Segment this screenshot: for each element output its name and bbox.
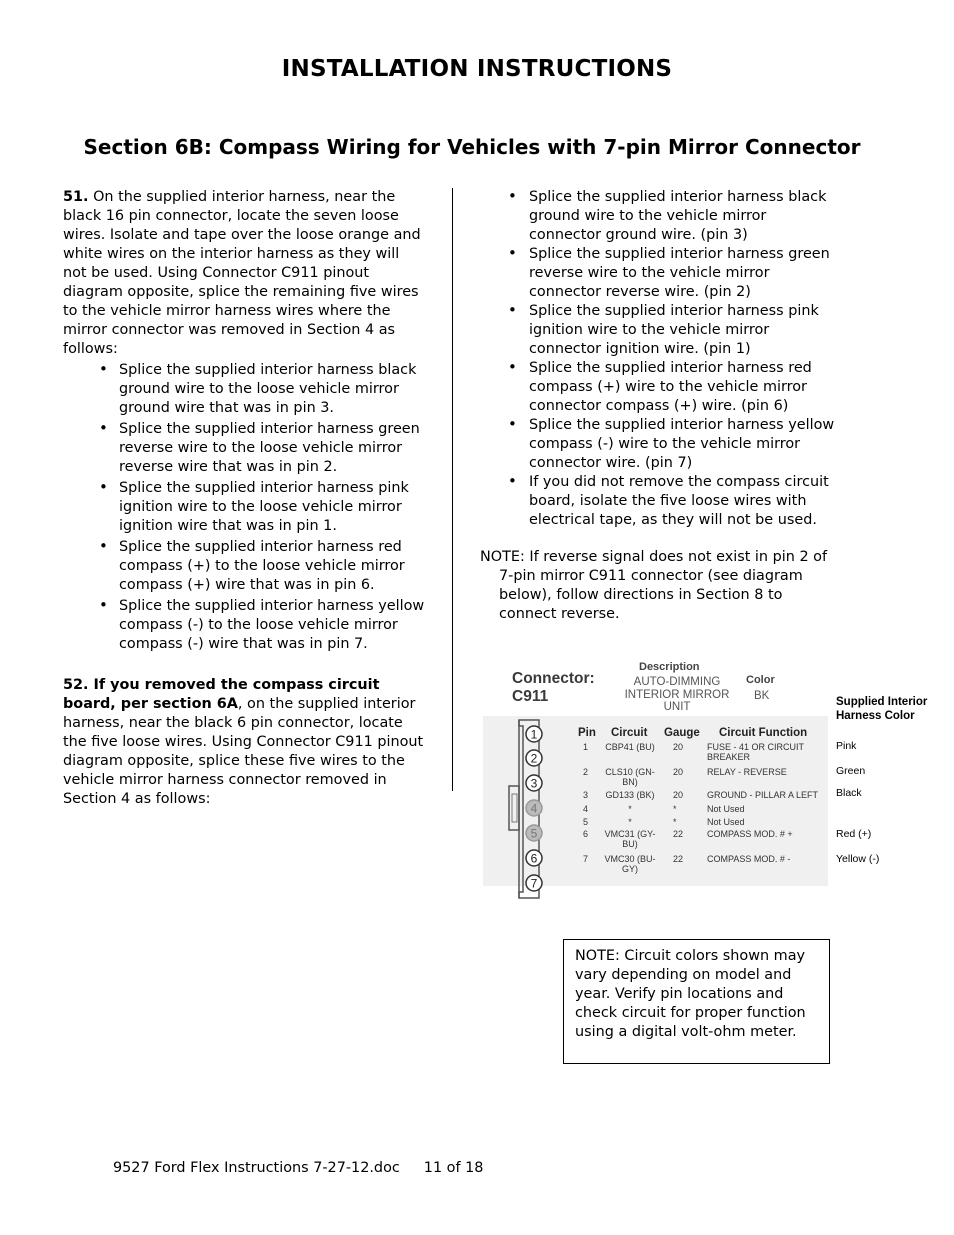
function-header: Circuit Function <box>719 727 808 739</box>
table-cell-pin: 5 <box>583 817 589 827</box>
table-cell-circuit: * <box>628 817 632 827</box>
pin-header: Pin <box>578 727 596 739</box>
pin-number: 5 <box>530 826 538 841</box>
table-cell-gauge: * <box>673 817 677 827</box>
list-item: • If you did not remove the compass circuit board, isolate the five loose wires with electrical tape, as they will not be used. <box>529 473 840 530</box>
left-column <box>63 188 425 809</box>
supplied-color-cell: Green <box>836 765 866 777</box>
step-51-bullets <box>119 361 425 654</box>
connector-label: Connector: C911 <box>512 670 595 705</box>
footer <box>113 1160 483 1176</box>
right-column <box>480 188 840 624</box>
circuit-note: NOTE: Circuit colors shown may vary depending on model and year. Verify pin locations and check circuit for proper function using a digital volt-ohm meter. <box>575 948 806 1040</box>
table-cell-pin: 3 <box>583 790 589 800</box>
table-cell-gauge: 20 <box>673 790 684 800</box>
circuit-note-box <box>563 939 830 1064</box>
list-item: • Splice the supplied interior harness yellow compass (-) wire to the vehicle mirror connector wire. (pin 7) <box>529 416 840 473</box>
table-cell-pin: 2 <box>583 767 589 777</box>
section-title: Section 6B: Compass Wiring for Vehicles with 7-pin Mirror Connector <box>83 135 861 159</box>
connector-diagram <box>483 660 828 900</box>
circuit-header: Circuit <box>611 727 648 739</box>
step-51-text: On the supplied interior harness, near the black 16 pin connector, locate the seven loose wires. Isolate and tape over the loose orange and white wires on the interior harness as they will not be used. Using Connector C911 pinout diagram opposite, splice the remaining five wires to the vehicle mirror harness wires where the mirror connector was removed in Section 4 as follows: <box>63 189 421 357</box>
pin-number: 6 <box>530 851 538 866</box>
supplied-color-header: Supplied Interior Harness Color <box>836 696 928 722</box>
table-cell-function: COMPASS MOD. # - <box>707 854 791 864</box>
footer-page: 11 of 18 <box>423 1160 484 1176</box>
table-cell-gauge: 22 <box>673 854 684 864</box>
footer-filename: 9527 Ford Flex Instructions 7-27-12.doc <box>113 1160 400 1176</box>
color-header: Color <box>746 674 775 686</box>
list-item: • Splice the supplied interior harness red compass (+) wire to the vehicle mirror connector compass (+) wire. (pin 6) <box>529 359 840 416</box>
table-cell-function: Not Used <box>707 817 745 827</box>
table-cell-circuit: * <box>628 804 632 814</box>
table-cell-function: GROUND - PILLAR A LEFT <box>707 790 819 800</box>
list-item: • Splice the supplied interior harness green reverse wire to the loose vehicle mirror reverse wire that was in pin 2. <box>119 420 425 477</box>
page-title: INSTALLATION INSTRUCTIONS <box>281 56 673 82</box>
step-51 <box>63 188 425 359</box>
connector-icon <box>483 716 543 902</box>
step-52 <box>63 676 425 809</box>
step-52-bold: 52. If you removed the compass circuit board, per section 6A <box>63 677 380 712</box>
supplied-color-cell: Yellow (-) <box>836 853 880 865</box>
pin-number: 4 <box>530 801 538 816</box>
table-cell-circuit: CLS10 (GN-BN) <box>605 767 655 787</box>
reverse-note: NOTE: If reverse signal does not exist in pin 2 of 7-pin mirror C911 connector (see diagram below), follow directions in Section 8 to connect reverse. <box>480 549 828 622</box>
table-cell-function: Not Used <box>707 804 745 814</box>
pin-number: 7 <box>530 876 538 891</box>
table-cell-circuit: GD133 (BK) <box>605 790 655 800</box>
pin-number: 1 <box>530 727 538 742</box>
table-cell-circuit: CBP41 (BU) <box>605 742 655 752</box>
list-item: • Splice the supplied interior harness black ground wire to the vehicle mirror connector ground wire. (pin 3) <box>529 188 840 245</box>
table-cell-pin: 6 <box>583 829 589 839</box>
list-item: • Splice the supplied interior harness green reverse wire to the vehicle mirror connector reverse wire. (pin 2) <box>529 245 840 302</box>
list-item: • Splice the supplied interior harness yellow compass (-) to the loose vehicle mirror compass (-) wire that was in pin 7. <box>119 597 425 654</box>
supplied-color-cell: Pink <box>836 740 857 752</box>
supplied-color-cell: Black <box>836 787 862 799</box>
table-cell-circuit: VMC30 (BU-GY) <box>604 854 656 874</box>
table-cell-gauge: 20 <box>673 767 684 777</box>
pin-number: 2 <box>530 751 538 766</box>
table-cell-circuit: VMC31 (GY-BU) <box>604 829 656 849</box>
table-cell-gauge: 20 <box>673 742 684 752</box>
step-52-text: , on the supplied interior harness, near the black 6 pin connector, locate the five loose wires. Using Connector C911 pinout diagram opposite, splice these five wires to the vehicle mirror harness connector removed in Section 4 as follows: <box>63 696 424 807</box>
list-item: • Splice the supplied interior harness pink ignition wire to the loose vehicle mirror ignition wire that was in pin 1. <box>119 479 425 536</box>
list-item: • Splice the supplied interior harness red compass (+) to the loose vehicle mirror compass (+) wire that was in pin 6. <box>119 538 425 595</box>
table-cell-gauge: * <box>673 804 677 814</box>
right-bullets <box>529 188 840 530</box>
list-item: • Splice the supplied interior harness black ground wire to the loose vehicle mirror ground wire that was in pin 3. <box>119 361 425 418</box>
gauge-header: Gauge <box>664 727 700 739</box>
list-item: • Splice the supplied interior harness pink ignition wire to the vehicle mirror connector ignition wire. (pin 1) <box>529 302 840 359</box>
description-header: Description <box>639 661 700 673</box>
color-value: BK <box>754 690 770 702</box>
pin-number: 3 <box>530 776 538 791</box>
table-cell-pin: 7 <box>583 854 589 864</box>
table-cell-function: COMPASS MOD. # + <box>707 829 793 839</box>
column-divider <box>452 188 453 791</box>
table-cell-pin: 1 <box>583 742 589 752</box>
table-cell-function: RELAY - REVERSE <box>707 767 787 777</box>
table-cell-function: FUSE - 41 OR CIRCUIT BREAKER <box>707 742 804 762</box>
description-value: AUTO-DIMMING INTERIOR MIRROR UNIT <box>624 676 730 713</box>
table-cell-pin: 4 <box>583 804 589 814</box>
supplied-color-cell: Red (+) <box>836 828 872 840</box>
step-51-number: 51. <box>63 189 89 205</box>
table-cell-gauge: 22 <box>673 829 684 839</box>
